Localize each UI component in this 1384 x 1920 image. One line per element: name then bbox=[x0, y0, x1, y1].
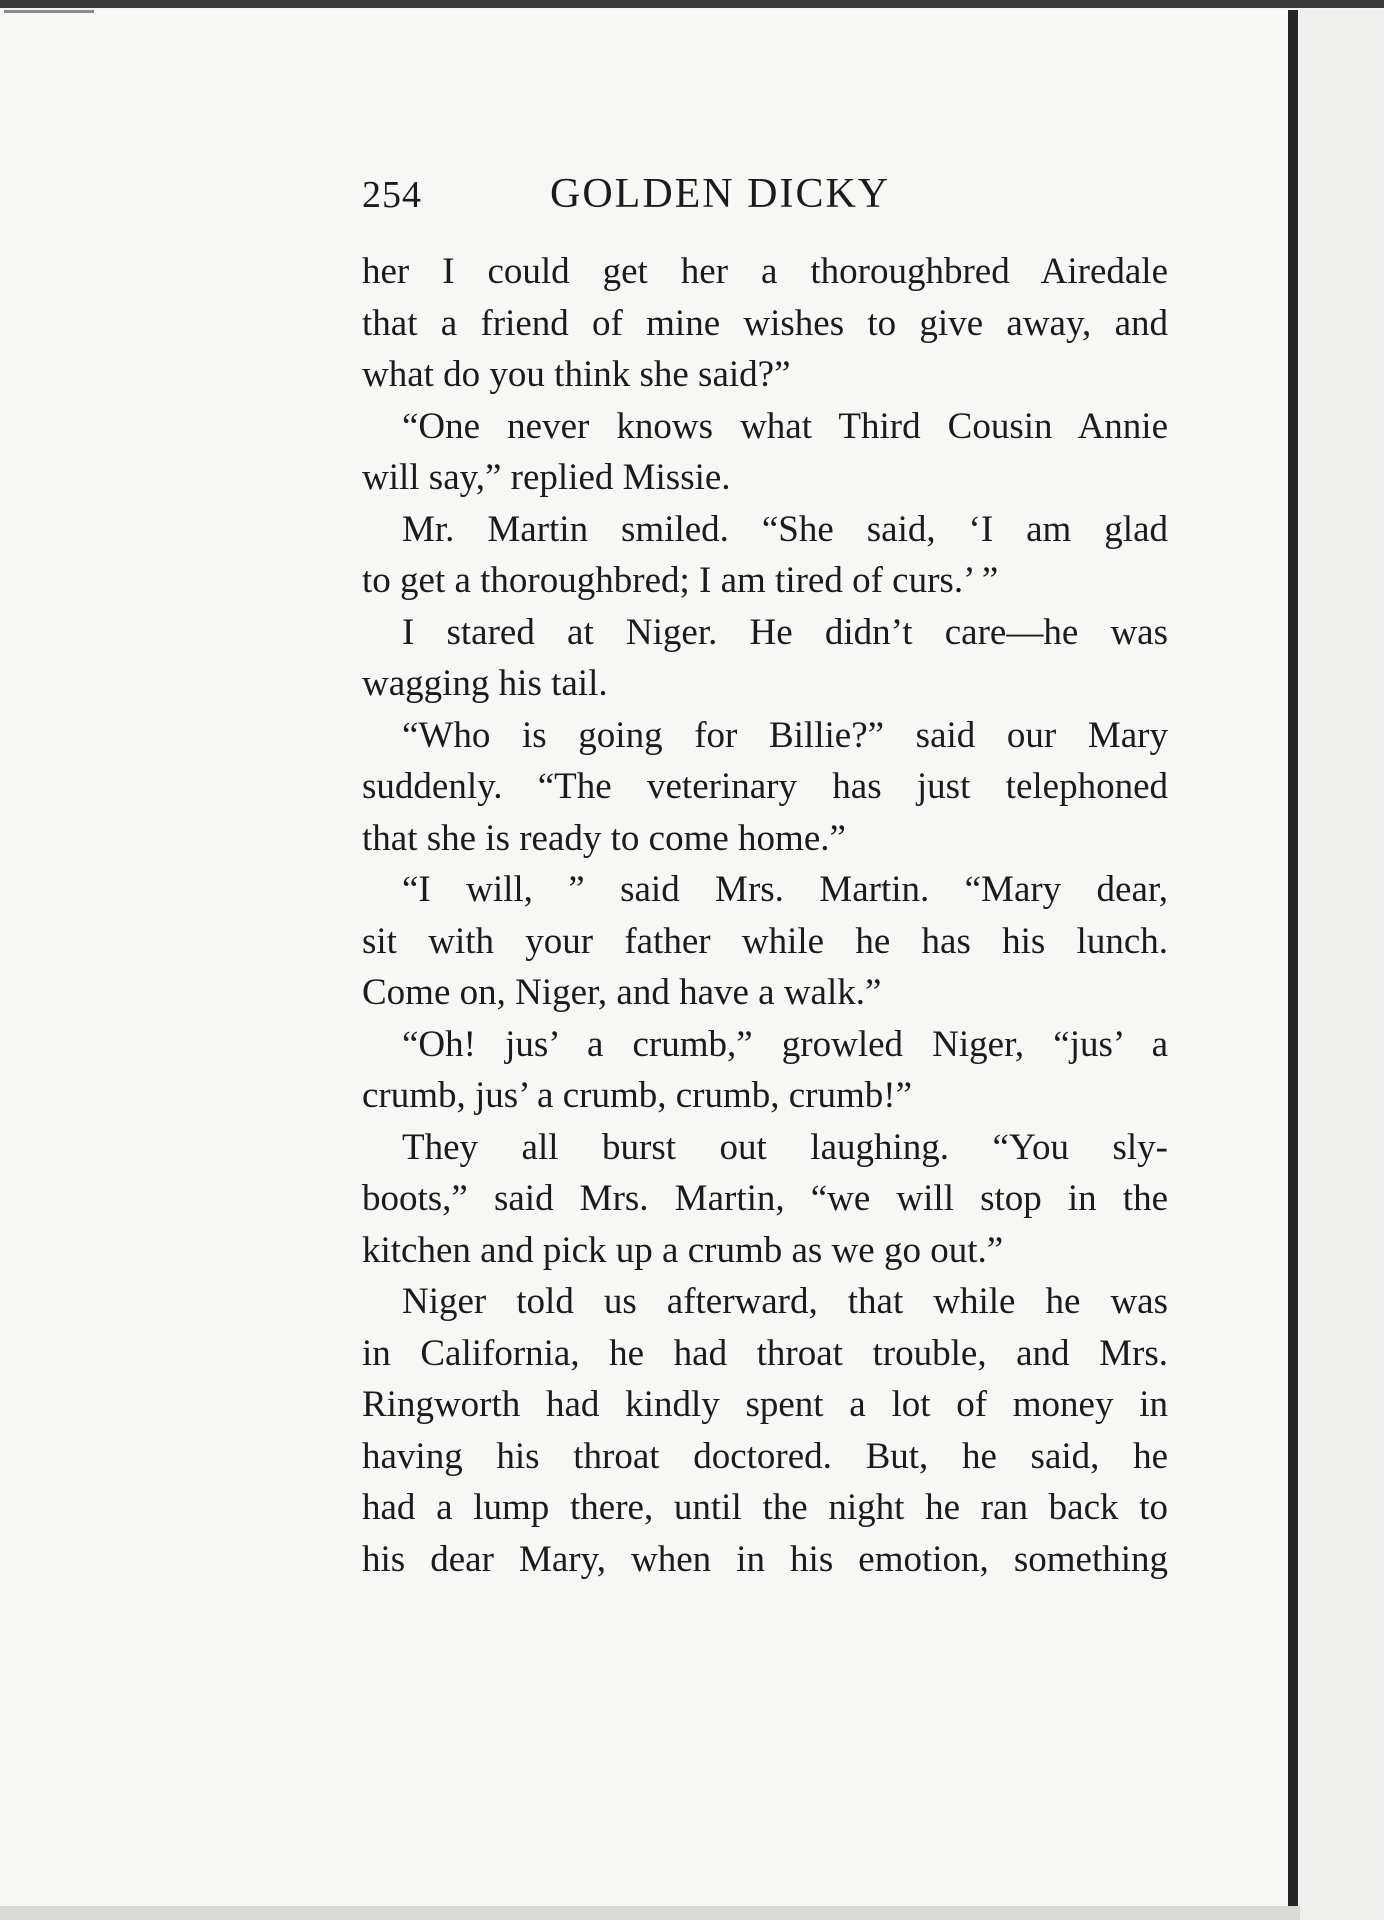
body-text bbox=[362, 246, 1168, 1585]
text-line: kitchen and pick up a crumb as we go out.” bbox=[362, 1229, 1004, 1271]
text-line: “Oh! jus’ a crumb,” growled Niger, “jus’ a bbox=[402, 1023, 1168, 1065]
text-line: that she is ready to come home.” bbox=[362, 817, 846, 859]
text-line: her I could get her a thoroughbred Airedale bbox=[362, 251, 1168, 292]
top-page-edge bbox=[0, 0, 1384, 8]
text-line: to get a thoroughbred; I am tired of curs.’ ” bbox=[362, 560, 999, 601]
page-number: 254 bbox=[362, 174, 422, 216]
text-line: Come on, Niger, and have a walk.” bbox=[362, 972, 882, 1013]
bottom-page-edge bbox=[0, 1906, 1300, 1920]
text-line: what do you think she said?” bbox=[362, 354, 791, 395]
text-line: crumb, jus’ a crumb, crumb, crumb!” bbox=[362, 1075, 913, 1116]
text-line: Mr. Martin smiled. “She said, ‘I am glad bbox=[402, 508, 1168, 550]
text-line: Niger told us afterward, that while he was bbox=[402, 1281, 1168, 1322]
text-line: They all burst out laughing. “You sly- bbox=[402, 1126, 1168, 1168]
text-line: his dear Mary, when in his emotion, something bbox=[362, 1538, 1168, 1580]
text-line: “One never knows what Third Cousin Annie bbox=[402, 405, 1168, 447]
text-line: that a friend of mine wishes to give away, and bbox=[362, 302, 1168, 344]
text-line: wagging his tail. bbox=[362, 663, 608, 704]
corner-scan-mark bbox=[4, 10, 94, 13]
text-line: had a lump there, until the night he ran back to bbox=[362, 1487, 1168, 1528]
text-line: suddenly. “The veterinary has just telephoned bbox=[362, 766, 1168, 807]
text-line: in California, he had throat trouble, and Mrs. bbox=[362, 1332, 1168, 1374]
text-line: I stared at Niger. He didn’t care—he was bbox=[402, 611, 1168, 653]
text-line: having his throat doctored. But, he said, he bbox=[362, 1435, 1168, 1477]
text-line: boots,” said Mrs. Martin, “we will stop in the bbox=[362, 1178, 1168, 1219]
text-line: Ringworth had kindly spent a lot of money in bbox=[362, 1384, 1168, 1425]
running-head bbox=[362, 170, 1168, 242]
page-text-block bbox=[362, 170, 1168, 1585]
text-line: will say,” replied Missie. bbox=[362, 457, 731, 498]
text-line: sit with your father while he has his lunch. bbox=[362, 920, 1168, 962]
text-line: “Who is going for Billie?” said our Mary bbox=[402, 714, 1168, 756]
running-title: GOLDEN DICKY bbox=[550, 171, 891, 217]
right-margin-strip bbox=[1298, 10, 1384, 1920]
binding-edge bbox=[1288, 10, 1298, 1910]
text-line: “I will, ” said Mrs. Martin. “Mary dear, bbox=[402, 869, 1168, 910]
